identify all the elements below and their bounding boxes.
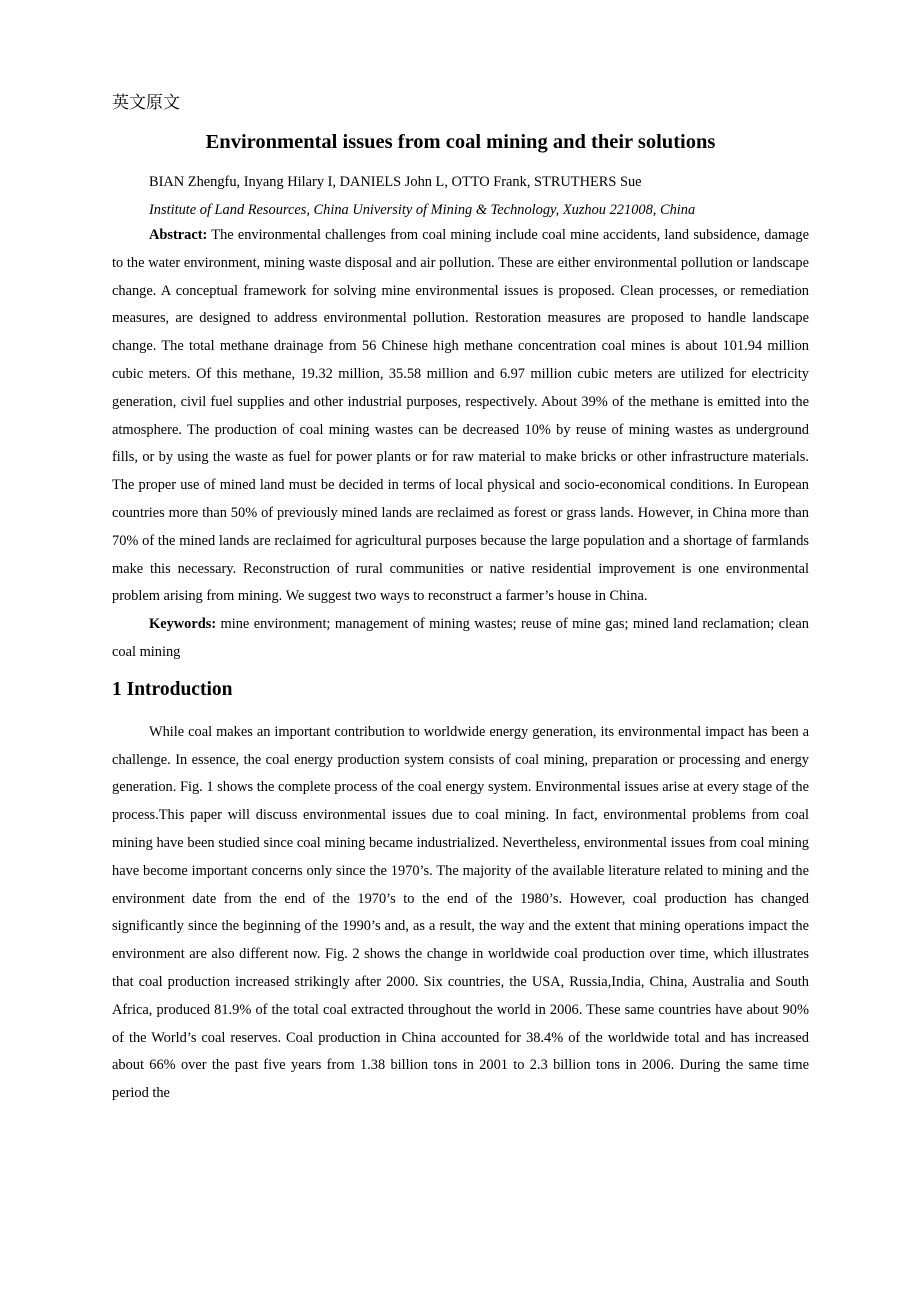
document-page xyxy=(112,88,809,1108)
keywords-text: mine environment; management of mining wastes; reuse of mine gas; mined land reclamation; clean coal mining xyxy=(112,616,809,660)
keywords-label: Keywords: xyxy=(149,616,217,633)
paper-title: Environmental issues from coal mining and their solutions xyxy=(205,131,716,153)
abstract-text: The environmental challenges from coal mining include coal mine accidents, land subsidence, damage to the water environment, mining waste disposal and air pollution. These are either environmental pollution or landscape change. A conceptual framework for solving mine environmental issues is proposed. Clean processes, or remediation measures, are designed to address environmental pollution. Restoration measures are proposed to handle landscape change. The total methane drainage from 56 Chinese high methane concentration coal mines is about 101.94 million cubic meters. Of this methane, 19.32 million, 35.58 million and 6.97 million cubic meters are utilized for electricity generation, civil fuel supplies and other industrial purposes, respectively. About 39% of the methane is emitted into the atmosphere. The production of coal mining wastes can be decreased 10% by reuse of mining wastes as underground fills, or by using the waste as fuel for power plants or for raw material to make bricks or other infrastructure materials. The proper use of mined land must be decided in terms of local physical and socio-economical conditions. In European countries more than 50% of previously mined lands are reclaimed as forest or grass lands. However, in China more than 70% of the mined lands are reclaimed for agricultural purposes because the large population and a shortage of farmlands make this necessary. Reconstruction of rural communities or native residential improvement is one environmental problem arising from mining. We suggest two ways to reconstruct a farmer’s house in China. xyxy=(112,227,809,605)
abstract-paragraph xyxy=(112,222,809,611)
source-label: 英文原文 xyxy=(112,93,180,113)
author-list: BIAN Zhengfu, Inyang Hilary I, DANIELS John L, OTTO Frank, STRUTHERS Sue xyxy=(149,174,642,190)
section-heading-introduction: 1 Introduction xyxy=(112,678,233,700)
introduction-paragraph: While coal makes an important contribution to worldwide energy generation, its environmental impact has been a challenge. In essence, the coal energy production system consists of coal mining, preparation or processing and energy generation. Fig. 1 shows the complete process of the coal energy system. Environmental issues arise at every stage of the process.This paper will discuss environmental issues due to coal mining. In fact, environmental problems from coal mining have been studied since coal mining became industrialized. Nevertheless, environmental issues from coal mining have become important concerns only since the 1970’s. The majority of the available literature related to mining and the environment date from the end of the 1970’s to the end of the 1980’s. However, coal production has changed significantly since the beginning of the 1990’s and, as a result, the way and the extent that mining operations impact the environment are also different now. Fig. 2 shows the change in worldwide coal production over time, which illustrates that coal production increased strikingly after 2000. Six countries, the USA, Russia,India, China, Australia and South Africa, produced 81.9% of the total coal extracted throughout the world in 2006. These same countries have about 90% of the World’s coal reserves. Coal production in China accounted for 38.4% of the worldwide total and has increased about 66% over the past five years from 1.38 billion tons in 2001 to 2.3 billion tons in 2006. During the same time period the xyxy=(112,723,809,1102)
abstract-label: Abstract: xyxy=(149,227,208,243)
affiliation: Institute of Land Resources, China University of Mining & Technology, Xuzhou 221008, China xyxy=(149,202,696,218)
keywords-paragraph xyxy=(112,611,809,667)
